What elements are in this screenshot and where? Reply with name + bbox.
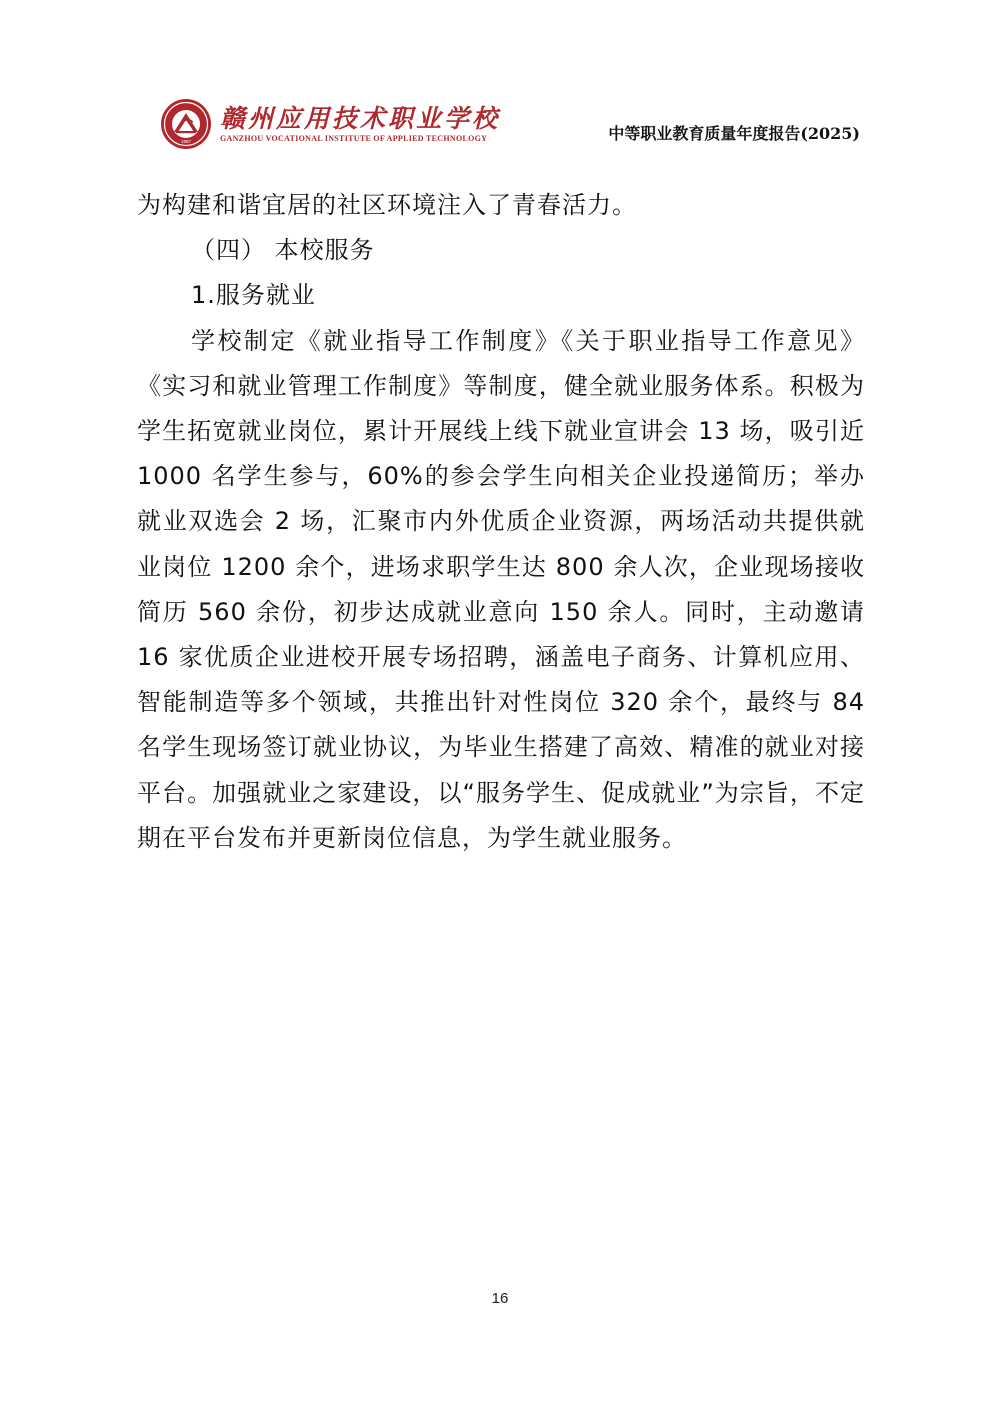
report-title: 中等职业教育质量年度报告(2025) xyxy=(608,124,860,143)
page-header xyxy=(160,98,860,154)
school-logo-text xyxy=(220,104,520,144)
subsection-heading: 1.服务就业 xyxy=(191,281,316,310)
school-seal-icon xyxy=(160,98,212,150)
section-heading: （四） 本校服务 xyxy=(191,236,375,265)
document-body xyxy=(137,183,865,861)
page-number: 16 xyxy=(491,1290,509,1307)
school-name-en: GANZHOU VOCATIONAL INSTITUTE OF APPLIED TECHNOLOGY xyxy=(220,134,488,143)
svg-text:1987: 1987 xyxy=(180,139,192,144)
continuation-line: 为构建和谐宜居的社区环境注入了青春活力。 xyxy=(137,191,637,219)
body-paragraph: 学校制定《就业指导工作制度》《关于职业指导工作意见》《实习和就业管理工作制度》等制度，健全就业服务体系。积极为学生拓宽就业岗位，累计开展线上线下就业宣讲会 13 场，吸引近 1000 名学生参与，60%的参会学生向相关企业投递简历；举办就业双选会 2 场，汇聚市内外优质企业资源，两场活动共提供就业岗位 1200 余个，进场求职学生达 800 余人次，企业现场接收简历 560 余份，初步达成就业意向 150 余人。同时，主动邀请 16 家优质企业进校开展专场招聘，涵盖电子商务、计算机应用、智能制造等多个领域，共推出针对性岗位 320 余个，最终与 84 名学生现场签订就业协议，为毕业生搭建了高效、精准的就业对接平台。加强就业之家建设，以“服务学生、促成就业”为宗旨，不定期在平台发布并更新岗位信息，为学生就业服务。 xyxy=(137,326,865,852)
school-name-cn: 赣州应用技术职业学校 xyxy=(220,104,501,133)
